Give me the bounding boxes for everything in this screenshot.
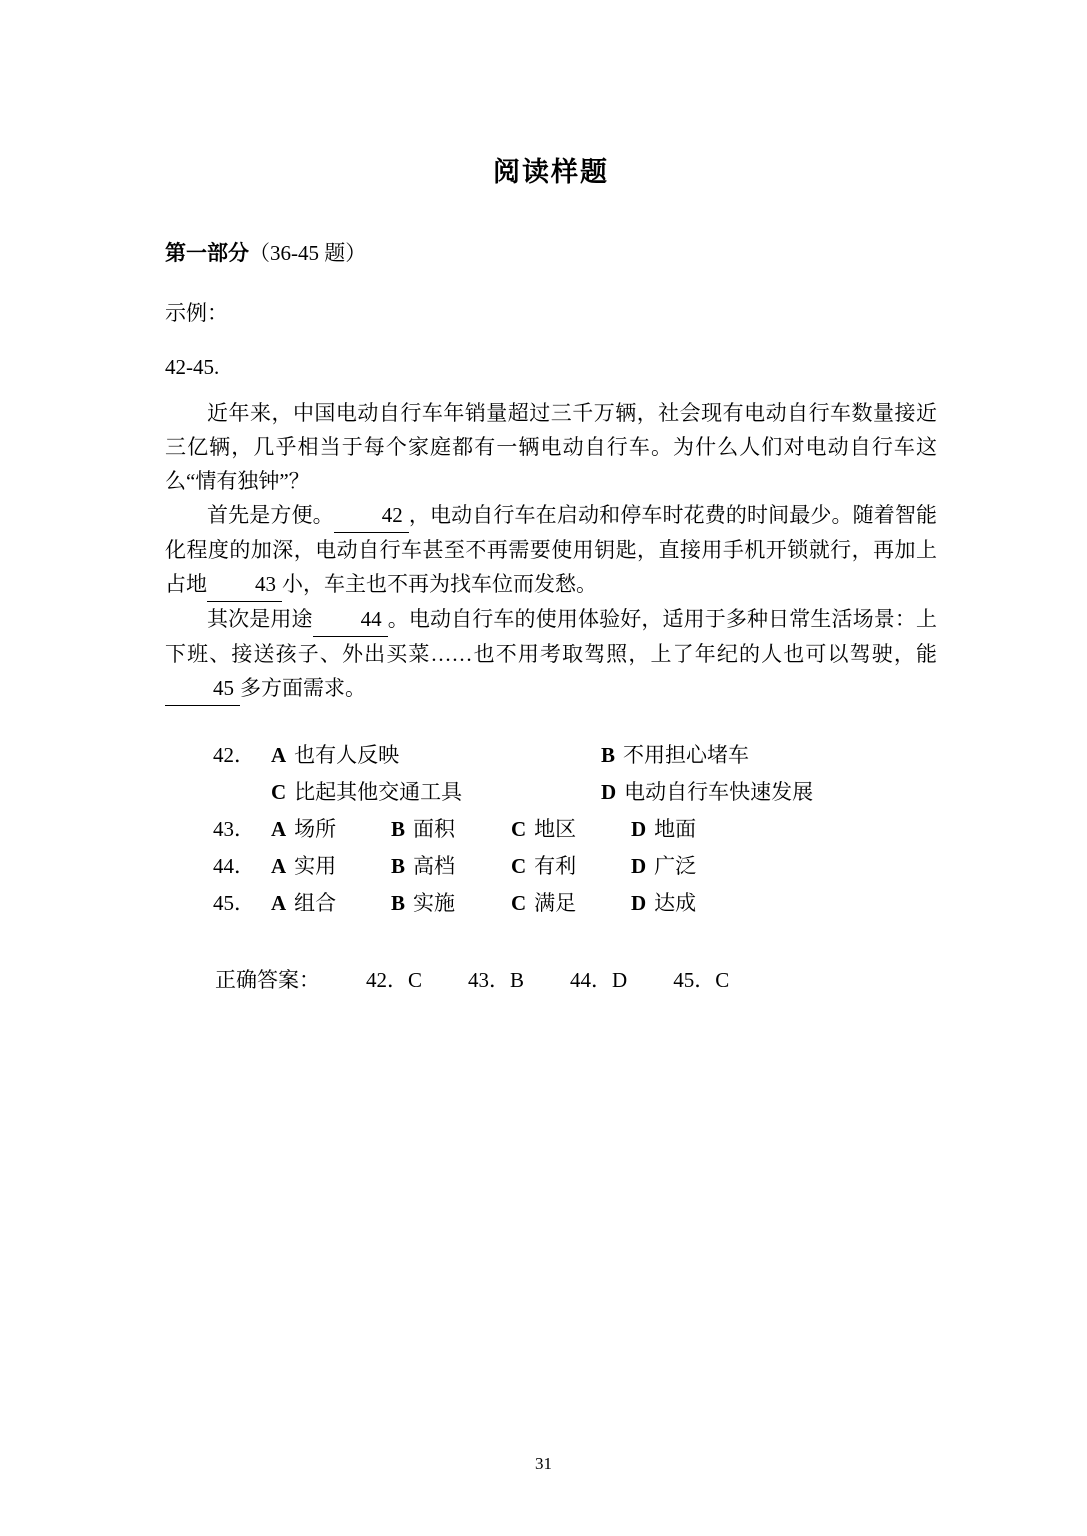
passage-p2-part-a: 首先是方便。 (207, 503, 334, 528)
option-42-C[interactable] (271, 777, 601, 808)
blank-43: 43 (207, 567, 282, 602)
option-42-A[interactable] (271, 740, 601, 771)
answer-44: 44．D (570, 967, 628, 992)
option-letter-44-B: B (391, 854, 406, 879)
option-text-44-B: 高档 (413, 854, 456, 879)
option-text-44-A: 实用 (294, 854, 337, 879)
blank-45: 45 (165, 671, 240, 706)
option-42-B[interactable] (601, 740, 749, 771)
option-text-44-C: 有利 (534, 854, 577, 879)
option-letter-44-D: D (631, 854, 647, 879)
option-letter-45-C: C (511, 891, 527, 916)
option-45-C[interactable] (511, 888, 631, 919)
question-row-44 (213, 851, 937, 882)
option-letter-43-C: C (511, 817, 527, 842)
option-44-C[interactable] (511, 851, 631, 882)
option-text-45-C: 满足 (534, 891, 577, 916)
example-label: 示例： (165, 301, 228, 325)
passage-paragraph-1: 近年来，中国电动自行车年销量超过三千万辆，社会现有电动自行车数量接近三亿辆，几乎相当于每个家庭都有一辆电动自行车。为什么人们对电动自行车这么“情有独钟”？ (165, 401, 937, 494)
option-letter-43-A: A (271, 817, 287, 842)
option-45-B[interactable] (391, 888, 511, 919)
question-number-43: 43． (213, 817, 255, 842)
answer-42: 42．C (366, 967, 423, 992)
option-42-D[interactable] (601, 777, 813, 808)
blank-42: 42 (334, 498, 409, 533)
option-44-B[interactable] (391, 851, 511, 882)
passage-p3-part-b: 。电动自行车的使用体验好，适用于多种日常生活场景：上下班、接送孩子、外出买菜……也不用考取驾照，上了年纪的人也可以驾驶，能 (165, 607, 938, 667)
question-row-45 (213, 888, 937, 919)
option-letter-44-C: C (511, 854, 527, 879)
answer-45: 45．C (673, 967, 730, 992)
option-text-45-B: 实施 (413, 891, 456, 916)
option-45-A[interactable] (271, 888, 391, 919)
option-letter-43-B: B (391, 817, 406, 842)
option-letter-42-A: A (271, 743, 287, 768)
passage-paragraph-2 (165, 498, 937, 602)
question-row-42-line1 (213, 740, 937, 771)
section-heading-range: （36-45 题） (249, 241, 367, 265)
passage-p2-part-c: 小，车主也不再为找车位而发愁。 (282, 572, 597, 597)
option-text-42-D: 电动自行车快速发展 (624, 780, 814, 805)
answer-key (215, 964, 937, 994)
section-heading (165, 237, 937, 267)
option-letter-45-D: D (631, 891, 647, 916)
option-text-45-A: 组合 (294, 891, 337, 916)
question-number-44: 44． (213, 854, 255, 879)
option-45-D[interactable] (631, 888, 696, 919)
option-44-A[interactable] (271, 851, 391, 882)
option-text-42-A: 也有人反映 (294, 743, 400, 768)
option-letter-43-D: D (631, 817, 647, 842)
passage-paragraph-3 (165, 602, 937, 706)
option-44-D[interactable] (631, 851, 696, 882)
page-title: 阅读样题 (493, 157, 609, 187)
reading-passage (165, 396, 937, 706)
option-text-43-B: 面积 (413, 817, 456, 842)
option-43-C[interactable] (511, 814, 631, 845)
question-row-43 (213, 814, 937, 845)
option-text-42-C: 比起其他交通工具 (294, 780, 463, 805)
question-number-42: 42． (213, 743, 255, 768)
option-text-43-D: 地面 (654, 817, 697, 842)
page-number: 31 (535, 1454, 552, 1473)
option-text-45-D: 达成 (654, 891, 697, 916)
option-text-43-A: 场所 (294, 817, 337, 842)
passage-p2-part-b: ，电动自行车在启动和停车时花费的时间最少。随着智能化程度的加深，电动自行车甚至不再需要使用钥匙，直接用手机开锁就行，再加上占地 (165, 503, 938, 597)
question-number-45: 45． (213, 891, 255, 916)
option-letter-42-D: D (601, 780, 617, 805)
item-range-label: 42-45. (165, 355, 220, 379)
option-text-43-C: 地区 (534, 817, 577, 842)
options-list (213, 740, 937, 919)
answer-43: 43．B (468, 967, 525, 992)
option-43-D[interactable] (631, 814, 696, 845)
option-letter-44-A: A (271, 854, 287, 879)
section-heading-bold: 第一部分 (165, 241, 249, 265)
option-text-44-D: 广泛 (654, 854, 697, 879)
option-43-A[interactable] (271, 814, 391, 845)
blank-44: 44 (313, 602, 388, 637)
option-letter-45-B: B (391, 891, 406, 916)
answer-key-label: 正确答案： (215, 967, 320, 992)
question-row-42-line2 (271, 777, 937, 808)
option-letter-42-B: B (601, 743, 616, 768)
option-43-B[interactable] (391, 814, 511, 845)
option-letter-45-A: A (271, 891, 287, 916)
option-letter-42-C: C (271, 780, 287, 805)
option-text-42-B: 不用担心堵车 (623, 743, 750, 768)
passage-p3-part-c: 多方面需求。 (240, 676, 366, 701)
passage-p3-part-a: 其次是用途 (207, 607, 313, 632)
